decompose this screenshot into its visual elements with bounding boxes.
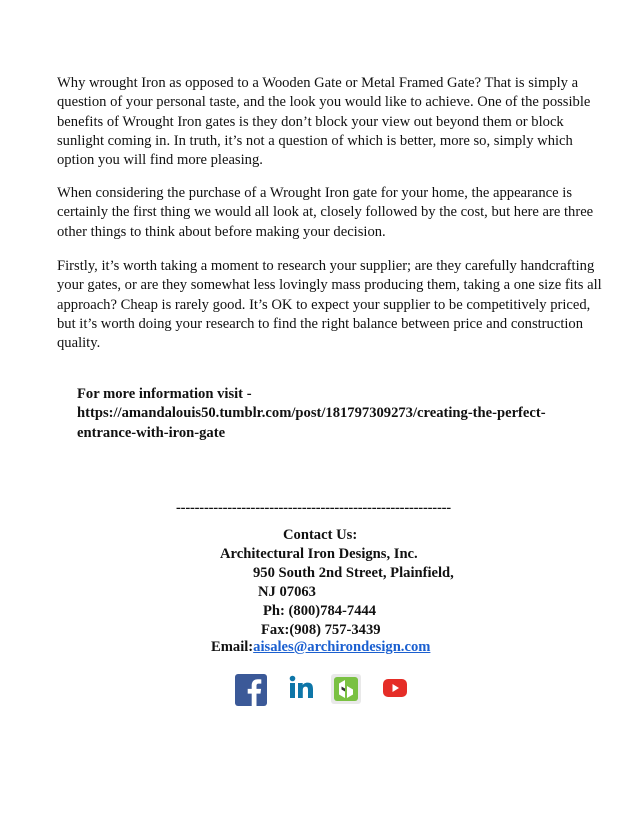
contact-phone: Ph: (800)784-7444 xyxy=(263,603,377,619)
paragraph-gate-comparison: Why wrought Iron as opposed to a Wooden Gate or Metal Framed Gate? That is simply a question of your personal taste, and the look you would like to achieve. One of the possible benefits of Wrought Iron gates is they don’t block your view out beyond them or block sunlight coming in. In truth, it’s not a question of which is better, more so, simply which option you will find more pleasing. xyxy=(57,75,591,169)
houzz-icon[interactable] xyxy=(331,674,361,704)
more-info-link[interactable]: https://amandalouis50.tumblr.com/post/181797309273/creating-the-perfect-entrance-with-iron-gate xyxy=(77,405,546,441)
linkedin-icon[interactable] xyxy=(288,674,314,700)
paragraph-supplier-research: Firstly, it’s worth taking a moment to research your supplier; are they carefully handcrafting your gates, or are they somewhat less lovingly mass producing them, taking a one size fits all approach? Cheap is rarely good. It’s OK to expect your supplier to be competitively priced, but it’s worth doing your research to find the right balance between price and construction quality. xyxy=(57,258,602,352)
youtube-icon[interactable] xyxy=(383,679,407,697)
contact-fax: Fax:(908) 757-3439 xyxy=(261,622,381,638)
contact-company: Architectural Iron Designs, Inc. xyxy=(220,546,418,562)
email-link[interactable]: aisales@archirondesign.com xyxy=(253,639,431,655)
paragraph-purchase-considerations: When considering the purchase of a Wrought Iron gate for your home, the appearance is certainly the first thing we would all look at, closely followed by the cost, but here are three other things to think about before making your decision. xyxy=(57,185,594,240)
facebook-icon[interactable] xyxy=(235,674,267,706)
contact-email xyxy=(211,638,430,657)
contact-divider: ----------------------------------------------------------- xyxy=(176,500,451,516)
contact-city: NJ 07063 xyxy=(258,584,316,600)
email-label: Email: xyxy=(211,639,254,655)
more-info-lead: For more information visit - xyxy=(77,386,252,402)
contact-title: Contact Us: xyxy=(283,527,358,543)
more-info-block xyxy=(77,385,597,443)
contact-street: 950 South 2nd Street, Plainfield, xyxy=(253,565,454,581)
